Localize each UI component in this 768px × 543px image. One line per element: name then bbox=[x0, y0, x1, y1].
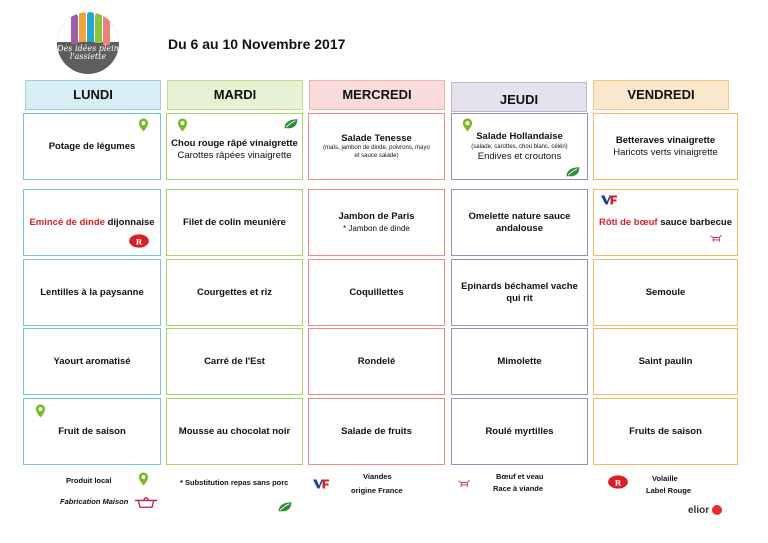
cow-icon bbox=[457, 478, 471, 489]
dish: Saint paulin bbox=[638, 355, 693, 367]
cell-mercredi-1 bbox=[308, 113, 445, 180]
dish-detail: (maïs, jambon de dinde, poivrons, mayo bbox=[323, 145, 430, 152]
header-jeudi: JEUDI bbox=[451, 82, 587, 112]
dish: Salade de fruits bbox=[341, 425, 412, 437]
legend-volaille-1: Volaille bbox=[652, 474, 678, 483]
cell-mercredi-4 bbox=[308, 328, 445, 395]
cell-mercredi-2 bbox=[308, 189, 445, 256]
label-rouge-icon bbox=[128, 233, 150, 249]
dish: Salade Tenesse bbox=[341, 132, 412, 144]
dish: Fruit de saison bbox=[58, 425, 126, 437]
dish-sauce: sauce barbecue bbox=[660, 216, 733, 228]
cell-jeudi-5 bbox=[451, 398, 588, 465]
cell-mercredi-5 bbox=[308, 398, 445, 465]
dish: Omelette nature sauce bbox=[468, 211, 571, 222]
dish-detail: (salade, carottes, chou blanc, céléri) bbox=[471, 143, 568, 150]
cell-jeudi-2 bbox=[451, 189, 588, 256]
legend-substitution: * Substitution repas sans porc bbox=[180, 478, 289, 487]
legend-viandes-2: origine France bbox=[351, 486, 403, 495]
cell-mercredi-3 bbox=[308, 259, 445, 326]
header-mardi: MARDI bbox=[167, 80, 303, 110]
legend-viandes-1: Viandes bbox=[363, 472, 392, 481]
leaf-icon bbox=[277, 501, 293, 513]
pot-icon bbox=[133, 497, 159, 509]
dish: qui rit bbox=[506, 292, 533, 304]
dish: Filet de colin meunière bbox=[183, 216, 286, 228]
legend-maison: Fabrication Maison bbox=[60, 497, 129, 506]
dish: Emincé de dinde bbox=[29, 216, 105, 228]
dish: Rôti de bœuf bbox=[598, 216, 658, 228]
cell-vendredi-5 bbox=[593, 398, 738, 465]
dish: Mousse au chocolat noir bbox=[178, 425, 291, 437]
logo-text: Des idées plein l'assiette bbox=[57, 44, 119, 61]
dish: andalouse bbox=[496, 222, 543, 234]
viandes-france-icon bbox=[312, 478, 330, 490]
cell-jeudi-4 bbox=[451, 328, 588, 395]
dish: Haricots verts vinaigrette bbox=[613, 146, 718, 158]
location-pin-icon bbox=[35, 404, 46, 418]
dish: Carré de l'Est bbox=[204, 355, 265, 367]
dish: Semoule bbox=[645, 286, 686, 298]
cell-mardi-2 bbox=[166, 189, 303, 256]
cell-jeudi-3 bbox=[451, 259, 588, 326]
header-mercredi: MERCREDI bbox=[309, 80, 445, 110]
logo bbox=[57, 12, 119, 74]
cell-lundi-4 bbox=[23, 328, 161, 395]
dish: Carottes râpées vinaigrette bbox=[177, 149, 292, 161]
brand-mark bbox=[712, 505, 722, 515]
brand-logo bbox=[688, 505, 722, 516]
dish: Mimolette bbox=[497, 355, 542, 367]
location-pin-icon bbox=[177, 118, 188, 132]
cell-lundi-3 bbox=[23, 259, 161, 326]
dish: Potage de légumes bbox=[48, 140, 136, 152]
leaf-icon bbox=[283, 118, 299, 130]
dish: Coquillettes bbox=[349, 286, 404, 298]
dish: Lentilles à la paysanne bbox=[40, 286, 144, 298]
location-pin-icon bbox=[138, 118, 149, 132]
cell-vendredi-3 bbox=[593, 259, 738, 326]
dish-sauce: dijonnaise bbox=[107, 216, 155, 228]
location-pin-icon bbox=[138, 472, 149, 486]
cow-icon bbox=[709, 233, 723, 244]
leaf-icon bbox=[565, 166, 581, 178]
cell-vendredi-1 bbox=[593, 113, 738, 180]
dish: Jambon de Paris bbox=[338, 211, 415, 222]
dish: Endives et croutons bbox=[477, 150, 562, 162]
page-title: Du 6 au 10 Novembre 2017 bbox=[168, 36, 346, 52]
cell-mardi-5 bbox=[166, 398, 303, 465]
legend-local: Produit local bbox=[66, 476, 112, 485]
dish-detail: et sauce salade) bbox=[354, 153, 399, 160]
label-rouge-icon bbox=[607, 474, 629, 490]
legend-volaille-2: Label Rouge bbox=[646, 486, 692, 495]
cell-vendredi-4 bbox=[593, 328, 738, 395]
header-lundi: LUNDI bbox=[25, 80, 161, 110]
dish: Rondelé bbox=[357, 355, 396, 367]
dish: Fruits de saison bbox=[629, 425, 702, 437]
dish: Betteraves vinaigrette bbox=[615, 135, 716, 146]
legend-boeuf-2: Race à viande bbox=[493, 484, 544, 493]
dish: Yaourt aromatisé bbox=[53, 355, 131, 367]
cell-mardi-4 bbox=[166, 328, 303, 395]
dish: Epinards béchamel vache bbox=[461, 281, 578, 292]
brand-text: elior bbox=[688, 505, 710, 516]
header-vendredi: VENDREDI bbox=[593, 80, 729, 110]
location-pin-icon bbox=[462, 118, 473, 132]
cell-mardi-3 bbox=[166, 259, 303, 326]
dish: Salade Hollandaise bbox=[476, 131, 563, 142]
dish: Chou rouge râpé vinaigrette bbox=[171, 138, 298, 149]
dish: Courgettes et riz bbox=[197, 286, 272, 298]
legend-boeuf-1: Bœuf et veau bbox=[496, 472, 544, 481]
dish: Roulé myrtilles bbox=[485, 425, 554, 437]
viandes-france-icon bbox=[600, 194, 618, 206]
dish-substitution: * Jambon de dinde bbox=[343, 223, 410, 233]
